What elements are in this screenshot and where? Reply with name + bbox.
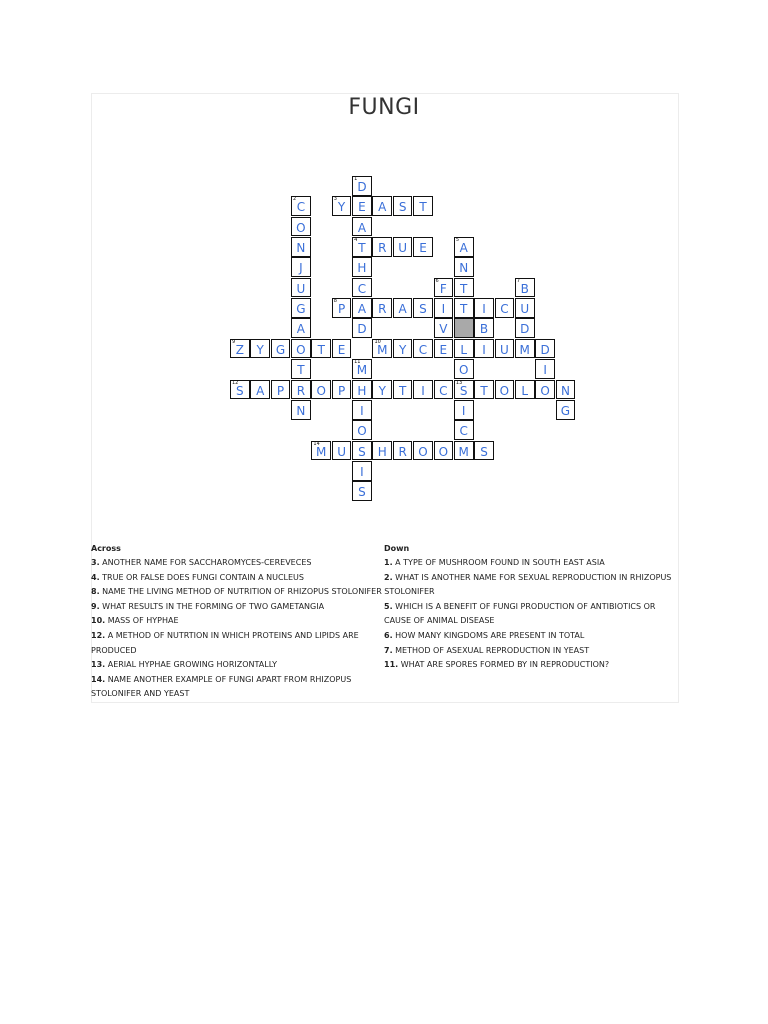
grid-cell[interactable]: [434, 441, 454, 461]
cell-letter: A: [378, 200, 387, 215]
grid-cell[interactable]: [352, 400, 372, 420]
clue-across-3: 3. ANOTHER NAME FOR SACCHAROMYCES-CEREVECES: [91, 558, 312, 567]
cell-letter: Y: [378, 383, 386, 398]
cell-letter: D: [357, 322, 367, 337]
grid-cell[interactable]: [332, 380, 352, 400]
grid-cell[interactable]: [535, 339, 555, 359]
cell-letter: E: [439, 342, 448, 357]
grid-cell[interactable]: [352, 257, 372, 277]
cell-letter: O: [418, 444, 428, 459]
cell-letter: S: [459, 383, 468, 398]
grid-cell[interactable]: [372, 237, 392, 257]
grid-cell[interactable]: [515, 339, 535, 359]
grid-cell[interactable]: [474, 318, 494, 338]
cell-letter: O: [438, 444, 449, 459]
grid-cell[interactable]: [434, 278, 454, 298]
cell-letter: O: [316, 383, 326, 398]
grid-cell[interactable]: [474, 441, 494, 461]
grid-cell[interactable]: [352, 217, 372, 237]
cell-letter: P: [337, 383, 346, 398]
shaded-cell[interactable]: [454, 318, 474, 338]
cell-letter: R: [378, 241, 387, 256]
cell-letter: C: [357, 281, 367, 296]
clue-number: 3: [333, 196, 337, 203]
down-clues: [384, 542, 684, 673]
grid-cell[interactable]: [515, 318, 535, 338]
grid-cell[interactable]: [556, 380, 576, 400]
grid-cell[interactable]: [352, 237, 372, 257]
cell-letter: C: [418, 342, 428, 357]
cell-letter: I: [461, 403, 466, 418]
cell-letter: S: [480, 444, 488, 459]
cell-letter: T: [460, 302, 468, 317]
cell-letter: R: [378, 302, 387, 317]
cell-letter: S: [358, 485, 366, 500]
cell-letter: D: [540, 342, 550, 357]
grid-cell[interactable]: [352, 298, 372, 318]
grid-cell[interactable]: [230, 339, 250, 359]
cell-letter: S: [398, 200, 407, 215]
grid-cell[interactable]: [454, 339, 474, 359]
grid-cell[interactable]: [393, 380, 413, 400]
grid-cell[interactable]: [291, 298, 311, 318]
grid-cell[interactable]: [495, 380, 515, 400]
cell-letter: G: [560, 403, 571, 418]
cell-letter: M: [316, 444, 327, 459]
clue-across-12: 12. A METHOD OF NUTRTION IN WHICH PROTEINS AND LIPIDS ARE PRODUCED: [91, 630, 359, 655]
clue-across-10: 10. MASS OF HYPHAE: [91, 616, 179, 626]
cell-letter: M: [458, 444, 469, 459]
cell-letter: T: [358, 241, 366, 256]
cell-letter: E: [419, 241, 427, 256]
cell-letter: L: [521, 383, 529, 398]
clue-number: 2: [293, 196, 297, 203]
grid-cell[interactable]: [495, 339, 515, 359]
clue-down-5: 5. WHICH IS A BENEFIT OF FUNGI PRODUCTION OF ANTIBIOTICS OR CAUSE OF ANIMAL DISEASE: [384, 601, 656, 626]
grid-cell[interactable]: [230, 380, 250, 400]
cell-letter: Y: [256, 342, 264, 357]
cell-letter: O: [458, 363, 469, 378]
cell-letter: N: [296, 403, 306, 418]
cell-letter: H: [357, 261, 367, 276]
grid-cell[interactable]: [474, 298, 494, 318]
cell-letter: B: [520, 281, 529, 296]
clue-across-14: 14. NAME ANOTHER EXAMPLE OF FUNGI APART FROM RHIZOPUS STOLONIFER AND YEAST: [91, 674, 352, 699]
cell-letter: U: [398, 241, 408, 256]
cell-letter: J: [299, 261, 303, 276]
grid-cell[interactable]: [372, 298, 392, 318]
clue-number: 14: [313, 440, 320, 447]
cell-letter: C: [500, 302, 509, 317]
cell-letter: U: [296, 281, 306, 296]
cell-letter: E: [337, 342, 346, 357]
clue-number: 6: [435, 277, 439, 284]
cell-letter: H: [357, 383, 367, 398]
cell-letter: O: [499, 383, 510, 398]
grid-cell[interactable]: [352, 420, 372, 440]
clue-down-2: 2. WHAT IS ANOTHER NAME FOR SEXUAL REPRODUCTION IN RHIZOPUS: [384, 572, 672, 582]
cell-letter: I: [441, 302, 446, 317]
cell-letter: P: [337, 302, 346, 317]
cell-letter: I: [543, 363, 547, 378]
cell-letter: F: [439, 281, 447, 296]
grid-cell[interactable]: [495, 298, 515, 318]
grid-cell[interactable]: [556, 400, 576, 420]
grid-cell[interactable]: [291, 257, 311, 277]
clue-number: 12: [232, 379, 239, 386]
grid-cell[interactable]: [352, 359, 372, 379]
cell-letter: N: [296, 241, 306, 256]
cell-letter: S: [358, 444, 366, 459]
grid-cell[interactable]: [352, 176, 372, 196]
grid-cell[interactable]: [413, 339, 433, 359]
cell-letter: Y: [337, 200, 346, 215]
clue-number: 7: [516, 277, 521, 284]
cell-letter: V: [439, 322, 448, 337]
cell-letter: R: [398, 444, 407, 459]
grid-cell[interactable]: [434, 318, 454, 338]
cell-letter: T: [480, 383, 488, 398]
clue-across-8: 8. NAME THE LIVING METHOD OF NUTRITION OF RHIZOPUS STOLONIFER STOLONIFER: [91, 587, 435, 597]
cell-letter: U: [499, 342, 509, 357]
grid-cell[interactable]: [434, 339, 454, 359]
cell-letter: C: [439, 383, 448, 398]
cell-letter: I: [360, 464, 364, 479]
cell-letter: C: [459, 424, 468, 439]
grid-cell[interactable]: [291, 237, 311, 257]
grid-cell[interactable]: [454, 257, 474, 277]
cell-letter: U: [337, 444, 346, 459]
clue-down-6: 6. HOW MANY KINGDOMS ARE PRESENT IN TOTAL: [384, 630, 585, 640]
cell-letter: E: [358, 200, 366, 215]
grid-cell[interactable]: [271, 339, 291, 359]
cell-letter: S: [236, 383, 244, 398]
clue-number: 4: [354, 237, 358, 244]
grid-cell[interactable]: [250, 380, 270, 400]
clue-across-4: 4. TRUE OR FALSE DOES FUNGI CONTAIN A NUCLEUS: [91, 572, 304, 582]
grid-cell[interactable]: [474, 380, 494, 400]
grid-cell[interactable]: [393, 237, 413, 257]
cell-letter: G: [275, 342, 286, 357]
cell-letter: A: [357, 302, 367, 317]
grid-cell[interactable]: [332, 441, 352, 461]
grid-cell[interactable]: [454, 400, 474, 420]
page-title: FUNGI: [348, 95, 420, 120]
cell-letter: N: [560, 383, 570, 398]
grid-cell[interactable]: [352, 441, 372, 461]
grid-cell[interactable]: [413, 196, 433, 216]
grid-cell[interactable]: [291, 359, 311, 379]
grid-cell[interactable]: [250, 339, 270, 359]
grid-cell[interactable]: [454, 359, 474, 379]
cell-letter: L: [460, 342, 468, 357]
clue-number: 10: [374, 338, 381, 345]
cell-letter: T: [460, 281, 468, 296]
cell-letter: T: [297, 363, 305, 378]
grid-cell[interactable]: [474, 339, 494, 359]
clue-across-9: 9. WHAT RESULTS IN THE FORMING OF TWO GAMETANGIA: [91, 601, 325, 611]
grid-cell[interactable]: [535, 359, 555, 379]
grid-cell[interactable]: [352, 278, 372, 298]
grid-cell[interactable]: [332, 298, 352, 318]
grid-cell[interactable]: [291, 217, 311, 237]
grid-cell[interactable]: [271, 380, 291, 400]
grid-cell[interactable]: [311, 441, 331, 461]
cell-letter: S: [419, 302, 427, 317]
cell-letter: A: [296, 322, 305, 337]
cell-letter: B: [479, 322, 489, 337]
clue-number: 8: [333, 298, 337, 305]
clue-down-spacer: [384, 585, 684, 600]
grid-cell[interactable]: [413, 298, 433, 318]
cell-letter: M: [377, 342, 388, 357]
grid-cell[interactable]: [393, 298, 413, 318]
grid-cell[interactable]: [515, 380, 535, 400]
cell-letter: R: [296, 383, 306, 398]
grid-cell[interactable]: [372, 196, 392, 216]
grid-cell[interactable]: [352, 196, 372, 216]
grid-cell[interactable]: [515, 278, 535, 298]
grid-cell[interactable]: [311, 380, 331, 400]
cell-letter: P: [276, 383, 285, 398]
clue-down-7: 7. METHOD OF ASEXUAL REPRODUCTION IN YEAST: [384, 645, 590, 655]
cell-letter: M: [519, 342, 530, 357]
cell-letter: H: [377, 444, 387, 459]
grid-cell[interactable]: [291, 196, 311, 216]
cell-letter: Y: [398, 342, 407, 357]
clue-down-1: 1. A TYPE OF MUSHROOM FOUND IN SOUTH EAST ASIA: [384, 558, 605, 567]
grid-cell[interactable]: [372, 339, 392, 359]
clue-number: 11: [354, 359, 361, 366]
grid-cell[interactable]: [393, 196, 413, 216]
grid-cell[interactable]: [352, 461, 372, 481]
grid-cell[interactable]: [454, 380, 474, 400]
grid-cell[interactable]: [454, 278, 474, 298]
cell-letter: A: [256, 383, 265, 398]
clue-across-13: 13. AERIAL HYPHAE GROWING HORIZONTALLY: [91, 660, 277, 670]
cell-letter: M: [356, 363, 368, 378]
across-heading: Across: [91, 544, 121, 553]
grid-cell[interactable]: [413, 441, 433, 461]
grid-cell[interactable]: [515, 298, 535, 318]
grid-cell[interactable]: [372, 380, 392, 400]
grid-cell[interactable]: [291, 380, 311, 400]
cell-letter: I: [360, 403, 364, 418]
cell-letter: G: [296, 302, 306, 317]
grid-cell[interactable]: [332, 196, 352, 216]
grid-cell[interactable]: [291, 400, 311, 420]
clue-number: 13: [455, 379, 463, 386]
grid-cell[interactable]: [291, 318, 311, 338]
cell-letter: T: [419, 200, 427, 215]
cell-letter: D: [357, 180, 367, 194]
cell-letter: N: [459, 261, 469, 276]
grid-cell[interactable]: [352, 481, 372, 501]
cell-letter: D: [520, 322, 530, 337]
cell-letter: O: [296, 342, 306, 357]
cell-letter: I: [482, 342, 486, 357]
cell-letter: O: [357, 424, 367, 439]
grid-cell[interactable]: [352, 318, 372, 338]
grid-cell[interactable]: [393, 339, 413, 359]
grid-cell[interactable]: [413, 380, 433, 400]
cell-letter: U: [520, 302, 530, 317]
cell-letter: T: [317, 342, 325, 357]
clue-number: 9: [232, 338, 236, 345]
grid-cell[interactable]: [332, 339, 352, 359]
clue-number: 1: [354, 176, 358, 182]
grid-cell[interactable]: [291, 339, 311, 359]
grid-cell[interactable]: [535, 380, 555, 400]
grid-cell[interactable]: [434, 298, 454, 318]
cell-letter: A: [357, 220, 367, 235]
grid-cell[interactable]: [413, 237, 433, 257]
grid-cell[interactable]: [454, 420, 474, 440]
clue-number: 5: [455, 237, 460, 244]
cell-letter: C: [296, 200, 306, 215]
cell-letter: Z: [235, 342, 244, 357]
cell-letter: O: [540, 383, 550, 398]
grid-cell[interactable]: [434, 380, 454, 400]
grid-cell[interactable]: [352, 380, 372, 400]
cell-letter: A: [459, 241, 468, 256]
grid-cell[interactable]: [454, 237, 474, 257]
grid-cell[interactable]: [311, 339, 331, 359]
down-heading: Down: [384, 544, 410, 553]
clue-down-11: 11. WHAT ARE SPORES FORMED BY IN REPRODUCTION?: [384, 660, 610, 670]
grid-cell[interactable]: [393, 441, 413, 461]
grid-cell[interactable]: [291, 278, 311, 298]
cell-letter: A: [398, 302, 407, 317]
cell-letter: T: [398, 383, 407, 398]
grid-cell[interactable]: [454, 441, 474, 461]
grid-cell[interactable]: [454, 298, 474, 318]
cell-letter: I: [421, 383, 425, 398]
cell-letter: O: [296, 220, 306, 235]
cell-letter: I: [482, 302, 486, 317]
grid-cell[interactable]: [372, 441, 392, 461]
